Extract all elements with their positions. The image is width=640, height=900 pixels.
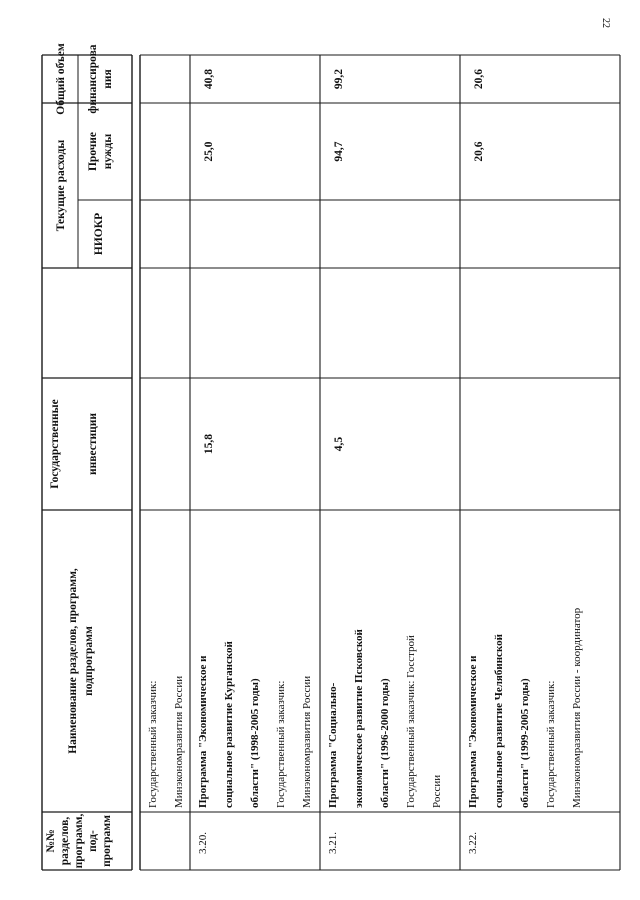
customer-line: Минэкономразвития России: [173, 675, 185, 808]
header-total-group: Общий объем: [55, 43, 67, 115]
row-number: 3.22.: [467, 832, 479, 854]
program-title-line: области" (1996-2000 годы): [379, 678, 391, 808]
customer-line: Государственный заказчик:: [147, 680, 159, 808]
customer-line: Минэкономразвития России - координатор: [571, 607, 583, 808]
header-niokr-label: НИОКР: [93, 212, 105, 256]
header-invest-label: инвестиции: [87, 413, 99, 475]
header-total-label: финансирова: [87, 44, 99, 114]
header-num-label: программ,: [73, 813, 85, 869]
customer-line: России: [431, 774, 443, 808]
header-num-label: разделов,: [59, 816, 71, 866]
program-title-line: Программа "Экономическое и: [467, 655, 479, 808]
other-value: 94,7: [333, 141, 345, 162]
other-value: 20,6: [473, 141, 485, 162]
other-value: 25,0: [203, 141, 215, 162]
customer-line: Государственный заказчик:: [275, 680, 287, 808]
header-invest-group: Государственные: [49, 399, 61, 489]
invest-value: 4,5: [333, 436, 345, 452]
program-title-line: социальное развитие Курганской: [223, 641, 235, 808]
header-num-label: под-: [87, 830, 99, 852]
header-other-label: Прочие: [87, 131, 99, 172]
program-title-line: области" (1998-2005 годы): [249, 678, 261, 808]
program-title-line: Программа "Социально-: [327, 682, 339, 808]
header-name-label: подпрограмм: [83, 626, 95, 696]
program-title-line: экономическое развитие Псковской: [353, 629, 365, 808]
program-title-line: социальное развитие Челябинской: [493, 634, 505, 808]
header-current-group: Текущие расходы: [55, 139, 67, 232]
header-total-label: ния: [102, 69, 114, 89]
invest-value: 15,8: [203, 433, 215, 455]
customer-line: Государственный заказчик:: [545, 680, 557, 808]
page-number: 22: [600, 18, 611, 28]
program-title-line: области" (1999-2005 годы): [519, 678, 531, 808]
header-num-label: программ: [101, 815, 113, 867]
customer-line: Минэкономразвития России: [301, 675, 313, 808]
row-number: 3.20.: [197, 832, 209, 854]
total-value: 40,8: [203, 68, 215, 90]
total-value: 99,2: [333, 68, 345, 90]
total-value: 20,6: [473, 68, 485, 90]
row-number: 3.21.: [327, 832, 339, 854]
header-other-label: нужды: [102, 133, 114, 170]
header-name-label: Наименование разделов, программ,: [67, 568, 79, 754]
program-title-line: Программа "Экономическое и: [197, 655, 209, 808]
header-num-label: №№: [45, 829, 57, 853]
customer-line: Государственный заказчик: Госстрой: [405, 635, 417, 808]
